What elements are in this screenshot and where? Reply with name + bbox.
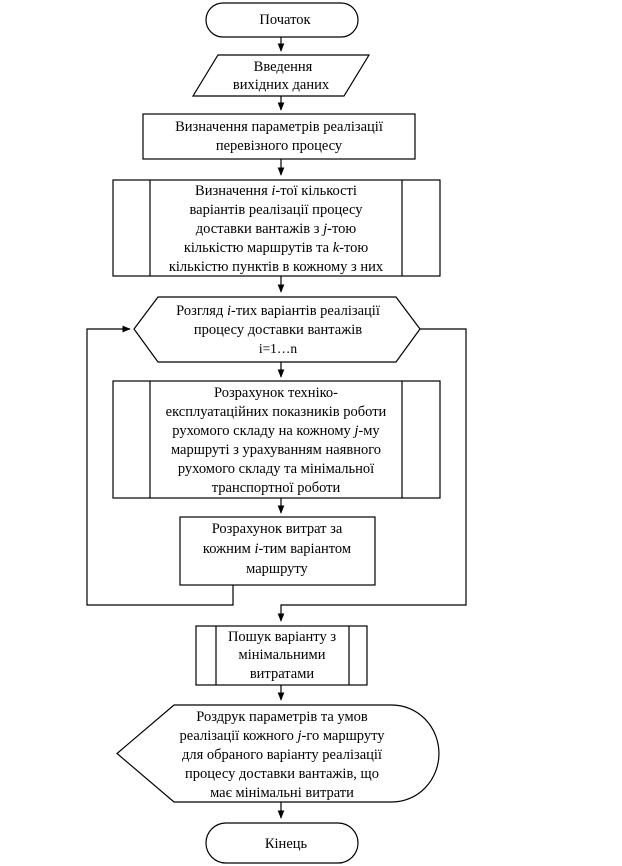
output-line-3: для обраного варіанту реалізації	[182, 747, 382, 763]
params-line-2: перевізного процесу	[215, 138, 343, 154]
search-line-2: мінімальними	[238, 647, 326, 663]
input-line-1: Введення	[253, 59, 313, 75]
output-line-2: реалізації кожного j-го маршруту	[179, 728, 385, 744]
output-display	[117, 705, 439, 802]
variants-line-5: кількістю пунктів в кожному з них	[168, 259, 384, 275]
costs-line-1: Розрахунок витрат за	[211, 521, 343, 537]
indicators-line-5: рухомого складу та мінімальної	[177, 461, 375, 477]
end-label: Кінець	[264, 836, 308, 852]
variants-line-2: варіантів реалізації процесу	[189, 202, 363, 218]
calc-indicators-process	[113, 381, 440, 498]
output-line-4: процесу доставки вантажів, що	[185, 766, 379, 782]
costs-line-2: кожним i-тим варіантом	[202, 541, 352, 557]
params-line-1: Визначення параметрів реалізації	[175, 119, 383, 135]
determine-params-process	[143, 114, 415, 159]
end-terminator	[206, 823, 358, 863]
calc-costs-process	[180, 517, 375, 585]
search-line-3: витратами	[249, 666, 315, 682]
loop-line-1: Розгляд i-тих варіантів реалізації	[176, 303, 380, 319]
loop-hexagon	[134, 297, 420, 362]
costs-line-3: маршруту	[246, 561, 308, 577]
search-min-process	[196, 626, 367, 685]
determine-variants-process	[113, 180, 440, 276]
input-line-2: вихідних даних	[232, 77, 330, 93]
indicators-line-1: Розрахунок техніко-	[213, 385, 339, 401]
indicators-line-4: маршруті з урахуванням наявного	[170, 442, 382, 458]
start-label: Початок	[259, 12, 311, 28]
search-line-1: Пошук варіанту з	[227, 629, 337, 645]
variants-line-4: кількістю маршрутів та k-тою	[183, 240, 369, 256]
output-line-5: має мінімальні витрати	[210, 785, 354, 801]
variants-line-3: доставки вантажів з j-тою	[195, 221, 357, 237]
start-terminator	[206, 3, 358, 37]
loop-line-2: процесу доставки вантажів	[193, 322, 363, 338]
output-line-1: Роздрук параметрів та умов	[196, 709, 368, 725]
indicators-line-6: транспортної роботи	[211, 480, 341, 496]
input-parallelogram	[193, 55, 369, 96]
variants-line-1: Визначення i-тої кількості	[195, 183, 357, 199]
indicators-line-3: рухомого складу на кожному j-му	[172, 423, 380, 439]
loop-line-3: i=1…n	[258, 341, 298, 356]
indicators-line-2: експлуатаційних показників роботи	[165, 404, 387, 420]
